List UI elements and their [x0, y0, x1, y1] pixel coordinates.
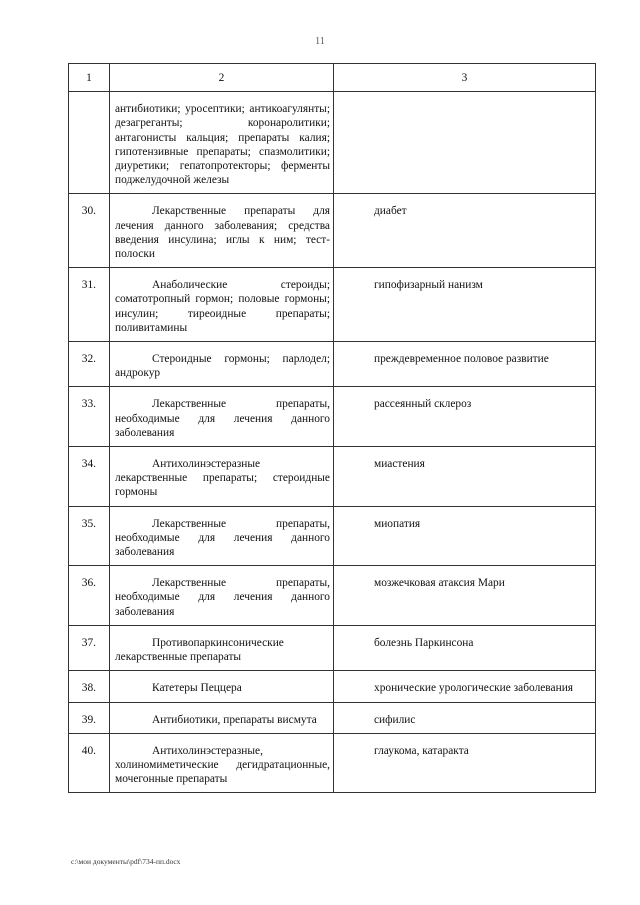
- disease-cell: рассеянный склероз: [334, 387, 596, 447]
- column-header-1: 1: [69, 64, 110, 92]
- table-row-continuation: [69, 92, 596, 194]
- drugs-cell: Стероидные гормоны; парлодел; андрокур: [110, 342, 334, 387]
- disease-cell: сифилис: [334, 702, 596, 733]
- row-number: 32.: [69, 342, 110, 387]
- drugs-cell: антибиотики; уросептики; антикоагулянты; дезагреганты; коронаролитики; антагонисты кальция; препараты калия; гипотензивные препараты; спазмолитики; диуретики; гепатопротекторы; ферменты поджелудочной железы: [110, 92, 334, 194]
- row-number: 31.: [69, 268, 110, 342]
- row-number: 37.: [69, 625, 110, 670]
- drugs-cell: Лекарственные препараты, необходимые для лечения данного заболевания: [110, 566, 334, 626]
- disease-cell: хронические урологические заболевания: [334, 671, 596, 702]
- row-number: 33.: [69, 387, 110, 447]
- drugs-cell: Антихолинэстеразные, холиномиметические дегидратационные, мочегонные препараты: [110, 733, 334, 793]
- table-row: [69, 566, 596, 626]
- drugs-cell: Антибиотики, препараты висмута: [110, 702, 334, 733]
- row-number: 34.: [69, 447, 110, 507]
- disease-cell: [334, 92, 596, 194]
- disease-cell: мозжечковая атаксия Мари: [334, 566, 596, 626]
- row-number: 38.: [69, 671, 110, 702]
- table-row: [69, 342, 596, 387]
- table-row: [69, 625, 596, 670]
- row-number: 40.: [69, 733, 110, 793]
- disease-cell: гипофизарный нанизм: [334, 268, 596, 342]
- table-row: [69, 733, 596, 793]
- table-row: [69, 702, 596, 733]
- disease-cell: миопатия: [334, 506, 596, 566]
- drugs-cell: Лекарственные препараты, необходимые для лечения данного заболевания: [110, 506, 334, 566]
- disease-cell: болезнь Паркинсона: [334, 625, 596, 670]
- table-row: [69, 671, 596, 702]
- drugs-cell: Катетеры Пеццера: [110, 671, 334, 702]
- disease-cell: глаукома, катаракта: [334, 733, 596, 793]
- drugs-cell: Лекарственные препараты для лечения данного заболевания; средства введения инсулина; иглы к ним; тест-полоски: [110, 194, 334, 268]
- table-row: [69, 447, 596, 507]
- column-header-2: 2: [110, 64, 334, 92]
- drugs-cell: Анаболические стероиды; соматотропный гормон; половые гормоны; инсулин; тиреоидные препараты; поливитамины: [110, 268, 334, 342]
- drugs-cell: Противопаркинсонические лекарственные препараты: [110, 625, 334, 670]
- table-row: [69, 268, 596, 342]
- drugs-cell: Лекарственные препараты, необходимые для лечения данного заболевания: [110, 387, 334, 447]
- disease-cell: диабет: [334, 194, 596, 268]
- row-number: 36.: [69, 566, 110, 626]
- row-number-cell: [69, 92, 110, 194]
- page-number: 11: [315, 36, 325, 47]
- row-number: 30.: [69, 194, 110, 268]
- table-header-row: [69, 64, 596, 92]
- disease-cell: миастения: [334, 447, 596, 507]
- benefits-table: [68, 63, 596, 793]
- row-number: 35.: [69, 506, 110, 566]
- table-row: [69, 194, 596, 268]
- table-row: [69, 387, 596, 447]
- column-header-3: 3: [334, 64, 596, 92]
- drugs-cell: Антихолинэстеразные лекарственные препараты; стероидные гормоны: [110, 447, 334, 507]
- row-number: 39.: [69, 702, 110, 733]
- footer-file-path: c:\мои документы\pdf\734-пп.docx: [71, 857, 181, 866]
- disease-cell: преждевременное половое развитие: [334, 342, 596, 387]
- table-row: [69, 506, 596, 566]
